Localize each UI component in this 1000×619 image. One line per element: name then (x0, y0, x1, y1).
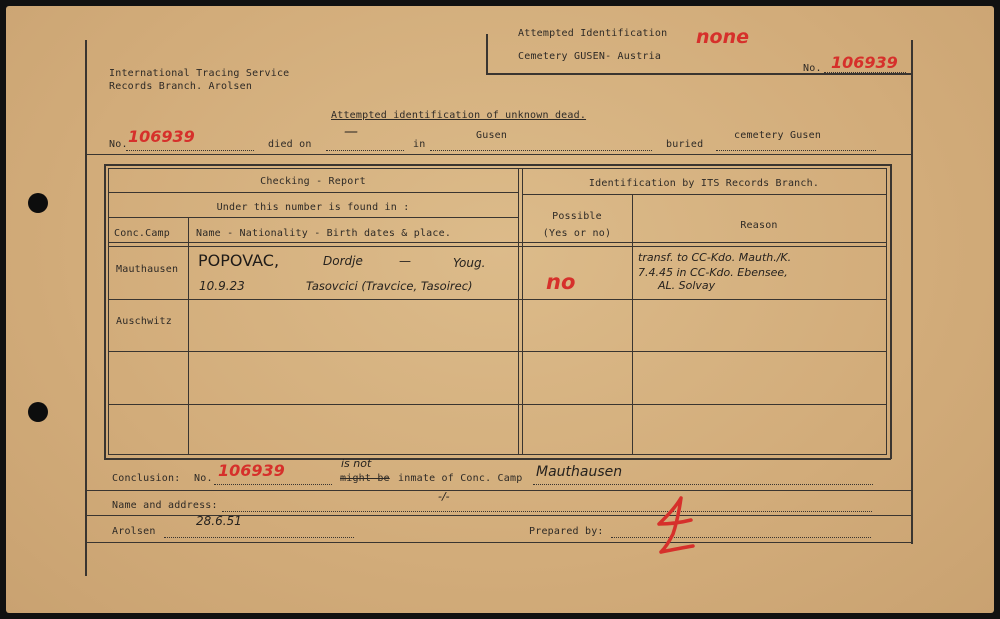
org-line-1: International Tracing Service (109, 68, 290, 79)
row1-reason-line2: 7.4.45 in CC-Kdo. Ebensee, (638, 266, 788, 279)
conclusion-no-label: No. (194, 473, 213, 484)
col-camp-header: Conc.Camp (114, 228, 170, 239)
bottom-rule (85, 542, 911, 543)
conclusion-label: Conclusion: (112, 473, 181, 484)
header-box-bottom (486, 73, 911, 75)
row1-nationality: Youg. (453, 256, 486, 270)
name-address-value: -/- (438, 490, 450, 503)
conclusion-camp-dots (533, 484, 873, 485)
date-dots (164, 537, 354, 538)
conclusion-camp-value: Mauthausen (536, 464, 623, 480)
table-mid-v1 (518, 168, 519, 455)
died-on-value: — (344, 124, 358, 140)
prepared-by-label: Prepared by: (529, 526, 604, 537)
row1-dash: — (399, 254, 411, 268)
col-reason-header: Reason (740, 220, 778, 231)
in-dots (430, 150, 652, 151)
col-name-header: Name - Nationality - Birth dates & place. (196, 228, 452, 239)
punch-hole-top (28, 193, 48, 213)
conclusion-inmate-text: inmate of Conc. Camp (398, 473, 523, 484)
buried-label: buried (666, 139, 704, 150)
table-h-left-1 (108, 192, 518, 193)
table-bottom-outer (104, 458, 891, 460)
table-top-outer (104, 164, 891, 166)
row2-camp: Auschwitz (116, 316, 172, 327)
table-row-sep-2 (108, 351, 887, 352)
header-box-left (486, 34, 488, 74)
row1-firstname: Dordje (323, 254, 363, 268)
table-v-camp (188, 217, 189, 455)
attempted-identification-label: Attempted Identification (518, 28, 668, 39)
in-label: in (413, 139, 426, 150)
table-h-right-1 (522, 194, 886, 195)
table-right-outer (890, 164, 892, 459)
name-address-dots (222, 511, 872, 512)
index-card (6, 6, 994, 613)
under-number-header: Under this number is found in : (216, 202, 410, 213)
conclusion-no-dots (214, 484, 332, 485)
cemetery-line: Cemetery GUSEN- Austria (518, 51, 662, 62)
table-row-sep-3 (108, 404, 887, 405)
left-border (85, 40, 87, 576)
table-left-outer (104, 164, 106, 459)
conclusion-is-not: is not (341, 457, 372, 470)
attempted-identification-value: none (696, 26, 749, 48)
identification-header: Identification by ITS Records Branch. (588, 178, 820, 189)
checking-report-header: Checking - Report (260, 176, 366, 187)
row1-camp: Mauthausen (116, 264, 179, 275)
right-border (911, 40, 913, 544)
header-no-label: No. (803, 63, 822, 74)
punch-hole-bottom (28, 402, 48, 422)
record-no-dots (126, 150, 254, 151)
header-no-dots (824, 72, 906, 73)
row1-reason-line3: AL. Solvay (658, 279, 716, 292)
col-possible-header-1: Possible (552, 211, 602, 222)
row1-possible: no (546, 270, 576, 294)
date-value: 28.6.51 (196, 514, 242, 528)
table-h-head-2 (108, 246, 887, 247)
header-no-value: 106939 (831, 53, 898, 72)
row1-reason-line1: transf. to CC-Kdo. Mauth./K. (638, 251, 792, 264)
prepared-by-dots (611, 537, 871, 538)
table-v-possible (632, 194, 633, 455)
conclusion-might-be: might be (340, 473, 390, 484)
row1-surname: POPOVAC, (198, 251, 280, 270)
record-no-label: No. (109, 139, 128, 150)
table-top-inner (108, 168, 887, 169)
table-h-head-1 (108, 242, 887, 243)
table-right-inner (886, 168, 887, 455)
org-line-2: Records Branch. Arolsen (109, 81, 253, 92)
table-h-left-2 (108, 217, 518, 218)
name-address-label: Name and address: (112, 500, 218, 511)
col-possible-header-2: (Yes or no) (542, 228, 612, 239)
buried-dots (716, 150, 876, 151)
buried-value: cemetery Gusen (734, 130, 822, 141)
conclusion-no-value: 106939 (218, 461, 285, 480)
row1-birth-place: Tasovcici (Travcice, Tasoirec) (306, 279, 473, 293)
arolsen-label: Arolsen (112, 526, 156, 537)
in-value: Gusen (476, 130, 508, 141)
table-bottom-inner (108, 454, 887, 455)
died-on-dots (326, 150, 404, 151)
died-on-label: died on (268, 139, 312, 150)
preparer-signature-mark (651, 494, 701, 554)
row1-birth-date: 10.9.23 (199, 279, 245, 293)
conclusion-rule (85, 490, 911, 491)
record-no-value: 106939 (128, 127, 195, 146)
table-row-sep-1 (108, 299, 887, 300)
record-line-rule (85, 154, 911, 155)
document-title: Attempted identification of unknown dead. (331, 110, 587, 121)
